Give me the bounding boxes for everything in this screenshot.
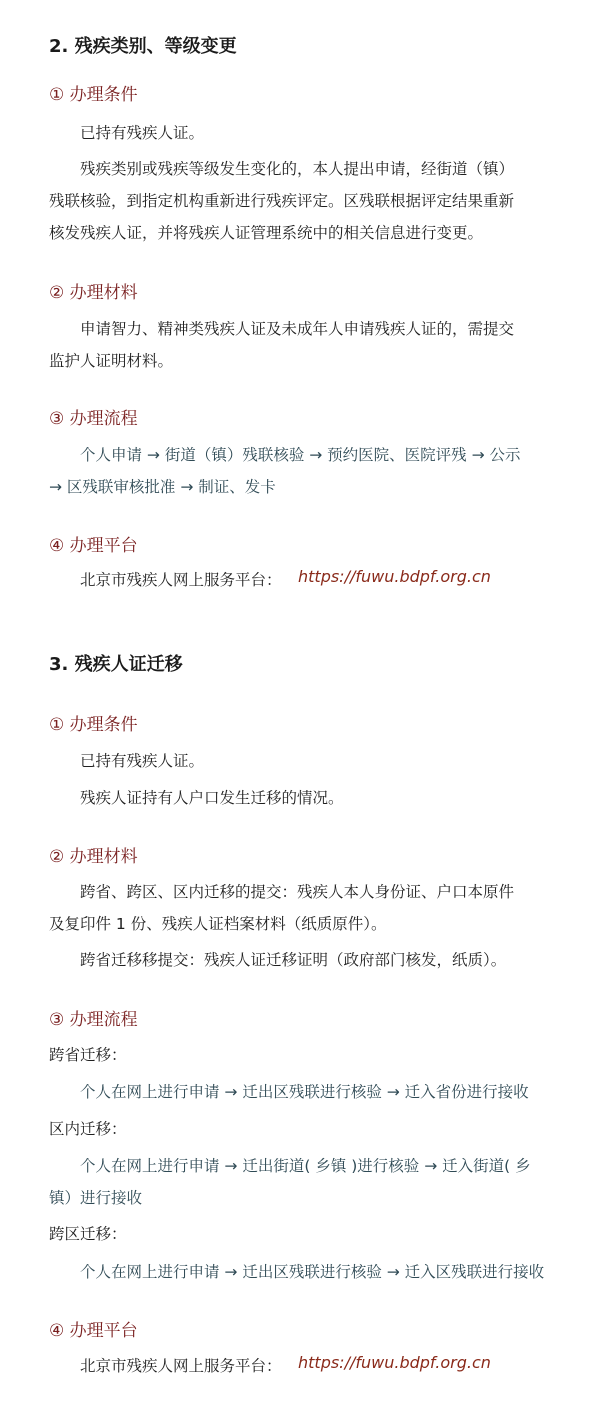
cross-province-label: 跨省迁移： [49,1046,127,1064]
in-district-flow-line2: 镇）进行接收 [49,1189,143,1207]
section2-platform-link[interactable]: https://fuwu.bdpf.org.cn [298,567,491,586]
section2-process-line2: → 区残联审核批准 → 制证、发卡 [49,478,276,496]
section3-materials-line2: 及复印件 1 份、残疾人证档案材料（纸质原件）。 [49,915,387,933]
section2-conditions-p2-line1: 残疾类别或残疾等级发生变化的，本人提出申请，经街道（镇） [80,160,515,178]
cross-province-flow: 个人在网上进行申请 → 迁出区残联进行核验 → 迁入省份进行接收 [80,1083,529,1101]
section2-conditions-p2-line2: 残联核验，到指定机构重新进行残疾评定。区残联根据评定结果重新 [49,192,515,210]
section3-platform-heading: ④ 办理平台 [49,1321,138,1341]
section2-materials-line1: 申请智力、精神类残疾人证及未成年人申请残疾人证的，需提交 [80,320,515,338]
section2-platform-heading: ④ 办理平台 [49,536,138,556]
section2-conditions-heading: ① 办理条件 [49,85,138,105]
section3-conditions-line1: 已持有残疾人证。 [80,752,205,770]
section3-platform-link[interactable]: https://fuwu.bdpf.org.cn [298,1353,491,1372]
section2-process-heading: ③ 办理流程 [49,409,138,429]
in-district-flow-line1: 个人在网上进行申请 → 迁出街道( 乡镇 )进行核验 → 迁入街道( 乡 [80,1157,531,1175]
section3-materials-line3: 跨省迁移移提交：残疾人证迁移证明（政府部门核发，纸质）。 [80,951,507,969]
section2-materials-heading: ② 办理材料 [49,283,138,303]
section3-materials-heading: ② 办理材料 [49,847,138,867]
cross-district-label: 跨区迁移： [49,1225,127,1243]
section2-conditions-p2-line3: 核发残疾人证，并将残疾人证管理系统中的相关信息进行变更。 [49,224,484,242]
section2-process-line1: 个人申请 → 街道（镇）残联核验 → 预约医院、医院评残 → 公示 [80,446,521,464]
section2-title: 2. 残疾类别、等级变更 [49,36,237,57]
section2-materials-line2: 监护人证明材料。 [49,352,174,370]
section3-process-heading: ③ 办理流程 [49,1010,138,1030]
section2-conditions-line1: 已持有残疾人证。 [80,124,205,142]
section3-materials-line1: 跨省、跨区、区内迁移的提交：残疾人本人身份证、户口本原件 [80,883,515,901]
section3-platform-label: 北京市残疾人网上服务平台： [80,1357,282,1375]
section2-platform-label: 北京市残疾人网上服务平台： [80,571,282,589]
cross-district-flow: 个人在网上进行申请 → 迁出区残联进行核验 → 迁入区残联进行接收 [80,1263,545,1281]
in-district-label: 区内迁移： [49,1120,127,1138]
section3-conditions-line2: 残疾人证持有人户口发生迁移的情况。 [80,789,344,807]
section3-title: 3. 残疾人证迁移 [49,654,183,675]
section3-conditions-heading: ① 办理条件 [49,715,138,735]
